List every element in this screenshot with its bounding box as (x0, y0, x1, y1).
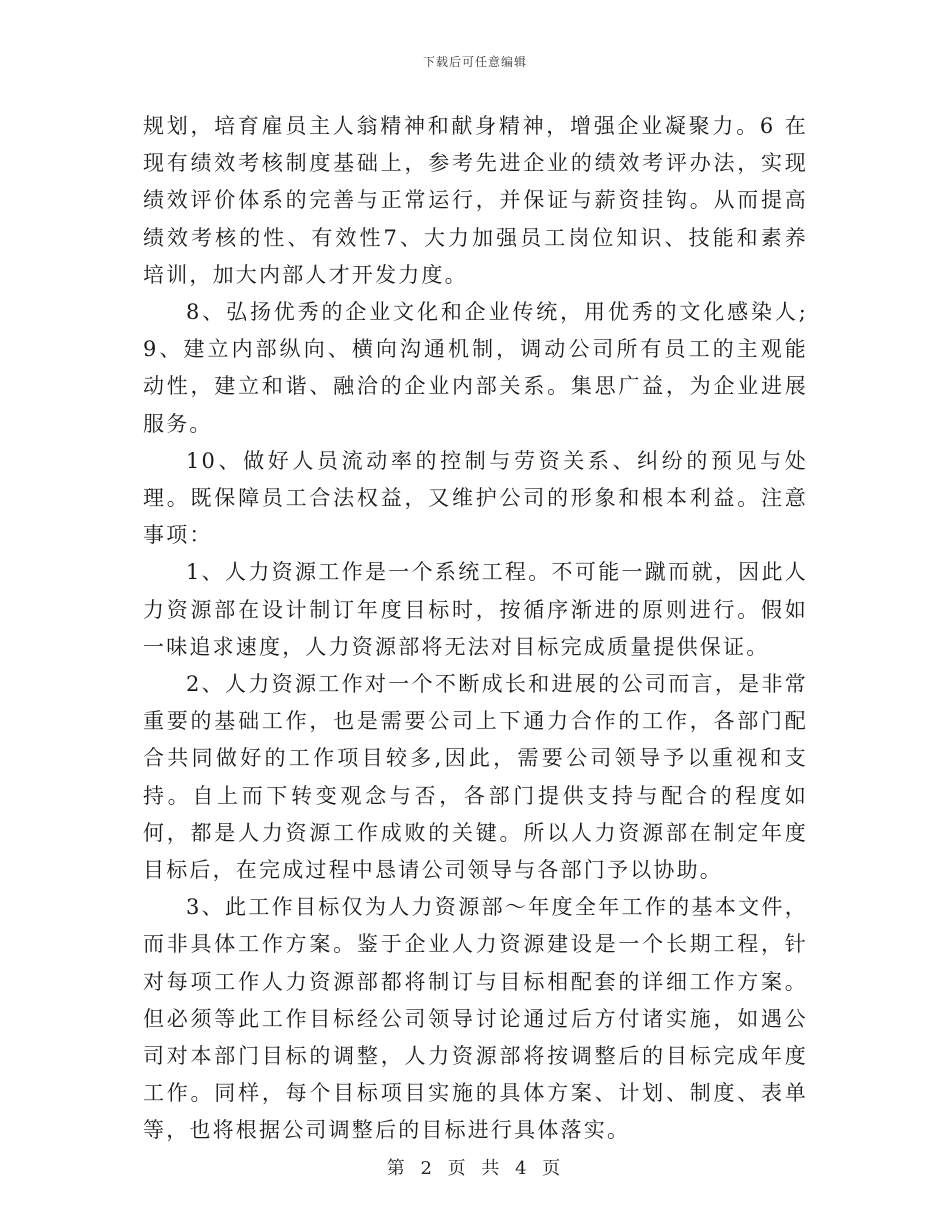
paragraph-3: 10、做好人员流动率的控制与劳资关系、纠纷的预见与处理。既保障员工合法权益，又维护公司的形象和根本利益。注意事项： (143, 448, 808, 548)
page-footer: 第 2 页 共 4 页 (386, 1158, 564, 1179)
paragraph-1: 规划，培育雇员主人翁精神和献身精神，增强企业凝聚力。6 在现有绩效考核制度基础上，参考先进企业的绩效考评办法，实现绩效评价体系的完善与正常运行，并保证与薪资挂钩。从而提高绩效考核的性、有效性7、大力加强员工岗位知识、技能和素养培训，加大内部人才开发力度。 (143, 114, 808, 287)
paragraph-2: 8、弘扬优秀的企业文化和企业传统，用优秀的文化感染人;9、建立内部纵向、横向沟通机制，调动公司所有员工的主观能动性，建立和谐、融洽的企业内部关系。集思广益，为企业进展服务。 (143, 300, 808, 436)
paragraph-4: 1、人力资源工作是一个系统工程。不可能一蹴而就，因此人力资源部在设计制订年度目标时，按循序渐进的原则进行。假如一味追求速度，人力资源部将无法对目标完成质量提供保证。 (143, 560, 808, 659)
paragraph-6: 3、此工作目标仅为人力资源部～年度全年工作的基本文件，而非具体工作方案。鉴于企业人力资源建设是一个长期工程，针对每项工作人力资源部都将制订与目标相配套的详细工作方案。但必须等此工作目标经公司领导讨论通过后方付诸实施，如遇公司对本部门目标的调整，人力资源部将按调整后的目标完成年度工作。同样，每个目标项目实施的具体方案、计划、制度、表单等，也将根据公司调整后的目标进行具体落实。 (143, 895, 808, 1143)
document-body (143, 108, 808, 1150)
page-header: 下载后可任意编辑 (422, 55, 527, 69)
paragraph-5: 2、人力资源工作对一个不断成长和进展的公司而言，是非常重要的基础工作，也是需要公司上下通力合作的工作，各部门配合共同做好的工作项目较多,因此，需要公司领导予以重视和支持。自上而下转变观念与否，各部门提供支持与配合的程度如何，都是人力资源工作成败的关键。所以人力资源部在制定年度目标后，在完成过程中恳请公司领导与各部门予以协助。 (143, 672, 808, 883)
